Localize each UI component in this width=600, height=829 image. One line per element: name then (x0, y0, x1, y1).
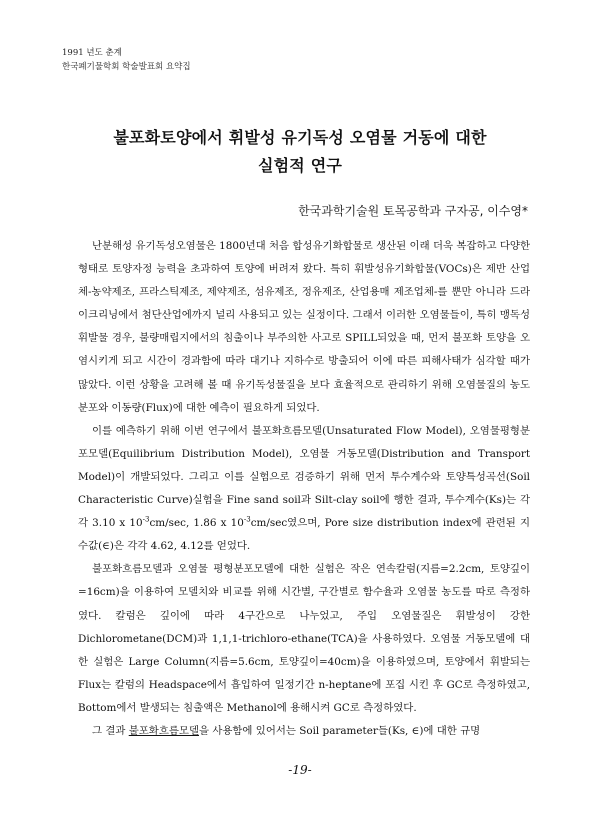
exponent-1: -3 (142, 515, 150, 524)
abstract-body (78, 235, 530, 743)
paragraph-1: 난분해성 유기독성오염물은 1800년대 처음 합성유기화합물로 생산된 이래 더욱 복잡하고 다양한 형태로 토양자정 능력을 초과하여 토양에 버려져 왔다. 특히 휘발성유기화합물(VOCs)은 제반 산업체-농약제조, 프라스틱제조, 제약제조, 섬유제조, 정유제조, 산업용매 제조업체-를 뿐만 아니라 드라이크리닝에서 첨단산업에까지 널리 사용되고 있는 실정이다. 그래서 이러한 오염물들이, 특히 맹독성 휘발물 경우, 불량매립지에서의 침출이나 부주의한 사고로 SPILL되었을 때, 먼저 불포화 토양을 오염시키게 되고 시간이 경과함에 따라 대기나 지하수로 방출되어 이에 따른 피해사태가 심각할 때가 많았다. 이런 상황을 고려해 볼 때 유기독성물질을 보다 효율적으로 관리하기 위해 오염물질의 농도분포와 이동량(Flux)에 대한 예측이 필요하게 되었다. (78, 240, 530, 414)
paragraph-2-text-b: cm/sec, 1.86 x 10 (149, 517, 244, 530)
paragraph-2-text-a: 이를 예측하기 위해 이번 연구에서 불포화흐름모델(Unsaturated Flow Model), 오염물평형분포모델(Equilibrium Distribution Model), 오염물 거동모델(Distribution and Transport Model)이 개발되었다. 그리고 이를 실험으로 검증하기 위해 먼저 투수계수와 토양특성곡선(Soil Characteristic Curve)실험을 Fine sand soil과 Silt-clay soil에 행한 결과, 투수계수(Ks)는 각각 3.10 x 10 (78, 424, 530, 530)
paragraph-3: 불포화흐름모델과 오염물 평형분포모델에 대한 실험은 작은 연속칼럼(지름=2.2cm, 토양깊이=16cm)을 이용하여 모델치와 비교를 위해 시간별, 구간별로 함수율과 오염물 농도를 따로 측정하였다. 칼럼은 깊이에 따라 4구간으로 나누었고, 주입 오염물질은 휘발성이 강한 Dichlorometane(DCM)과 1,1,1-trichloro-ethane(TCA)을 사용하였다. 오염물 거동모델에 대한 실험은 Large Column(지름=5.6cm, 토양깊이=40cm)을 이용하였으며, 토양에서 휘발되는 Flux는 칼럼의 Headspace에서 흡입하여 일정기간 n-heptane에 포집 시킨 후 GC로 측정하였고, Bottom에서 발생되는 침출액은 Methanol에 용해시켜 GC로 측정하였다. (78, 563, 530, 714)
paragraph-2 (78, 420, 530, 559)
header-line-1: 1991 년도 춘계 (62, 48, 122, 58)
title-line-2: 실험적 연구 (257, 156, 343, 175)
title-line-1: 불포화토양에서 휘발성 유기독성 오염물 거동에 대한 (113, 128, 487, 147)
paragraph-4 (78, 720, 530, 743)
page-number: -19- (288, 763, 312, 777)
paragraph-2-text-c: cm/sec였으며, Pore size distribution index에 관련된 지수값(∈)은 각각 4.62, 4.12를 얻었다. (78, 517, 530, 553)
proceedings-header (62, 46, 191, 74)
paragraph-4-suffix: 을 사용함에 있어서는 Soil parameter들(Ks, ∈)에 대한 규명 (198, 724, 481, 737)
header-line-2: 한국폐기물학회 학술발표회 요약집 (62, 62, 191, 72)
underlined-term: 불포화흐름모델 (128, 724, 199, 737)
paragraph-4-prefix: 그 결과 (92, 724, 129, 737)
author-affiliation: 한국과학기술원 토목공학과 구자공, 이수영* (298, 204, 528, 218)
exponent-2: -3 (243, 515, 251, 524)
paper-title (0, 124, 600, 180)
